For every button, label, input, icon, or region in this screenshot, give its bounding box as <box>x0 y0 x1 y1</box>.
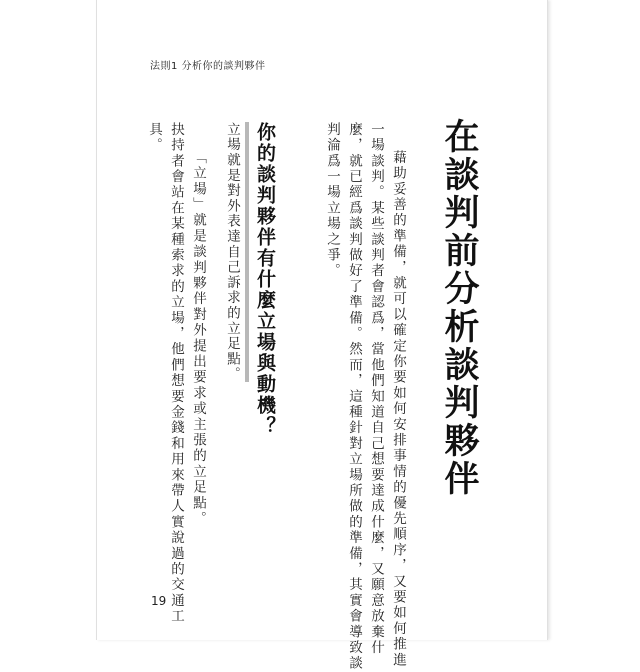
page-title: 在談判前分析談判夥伴 <box>439 118 479 498</box>
page-number: 19 <box>151 594 167 608</box>
intro-paragraph-line: 藉助妥善的準備，就可以確定你要如何安排事情的優先順序，又要如何推進 <box>390 150 406 669</box>
intro-paragraph-line: 一場談判。某些談判者會認爲，當他們知道自己想要達成什麼，又願意放棄什 <box>368 122 384 656</box>
intro-paragraph-line: 判淪爲一場立場之爭。 <box>324 122 340 279</box>
section-body-line: 具。 <box>146 122 162 154</box>
section-body-line: 抉持者會站在某種索求的立場，他們想要金錢和用來帶人實說過的交通工 <box>168 122 184 625</box>
intro-paragraph-line: 麼，就已經爲談判做好了準備。然而，這種針對立場所做的準備，其實會導致談 <box>346 122 362 672</box>
running-header: 法則1 分析你的談判夥伴 <box>150 61 266 72</box>
definition-callout: 立場就是對外表達自己訴求的立足點。 <box>222 122 249 382</box>
section-body-line: 「立場」就是談判夥伴對外提出要求或主張的立足點。 <box>190 150 206 527</box>
section-heading: 你的談判夥伴有什麼立場與動機？ <box>254 122 276 437</box>
